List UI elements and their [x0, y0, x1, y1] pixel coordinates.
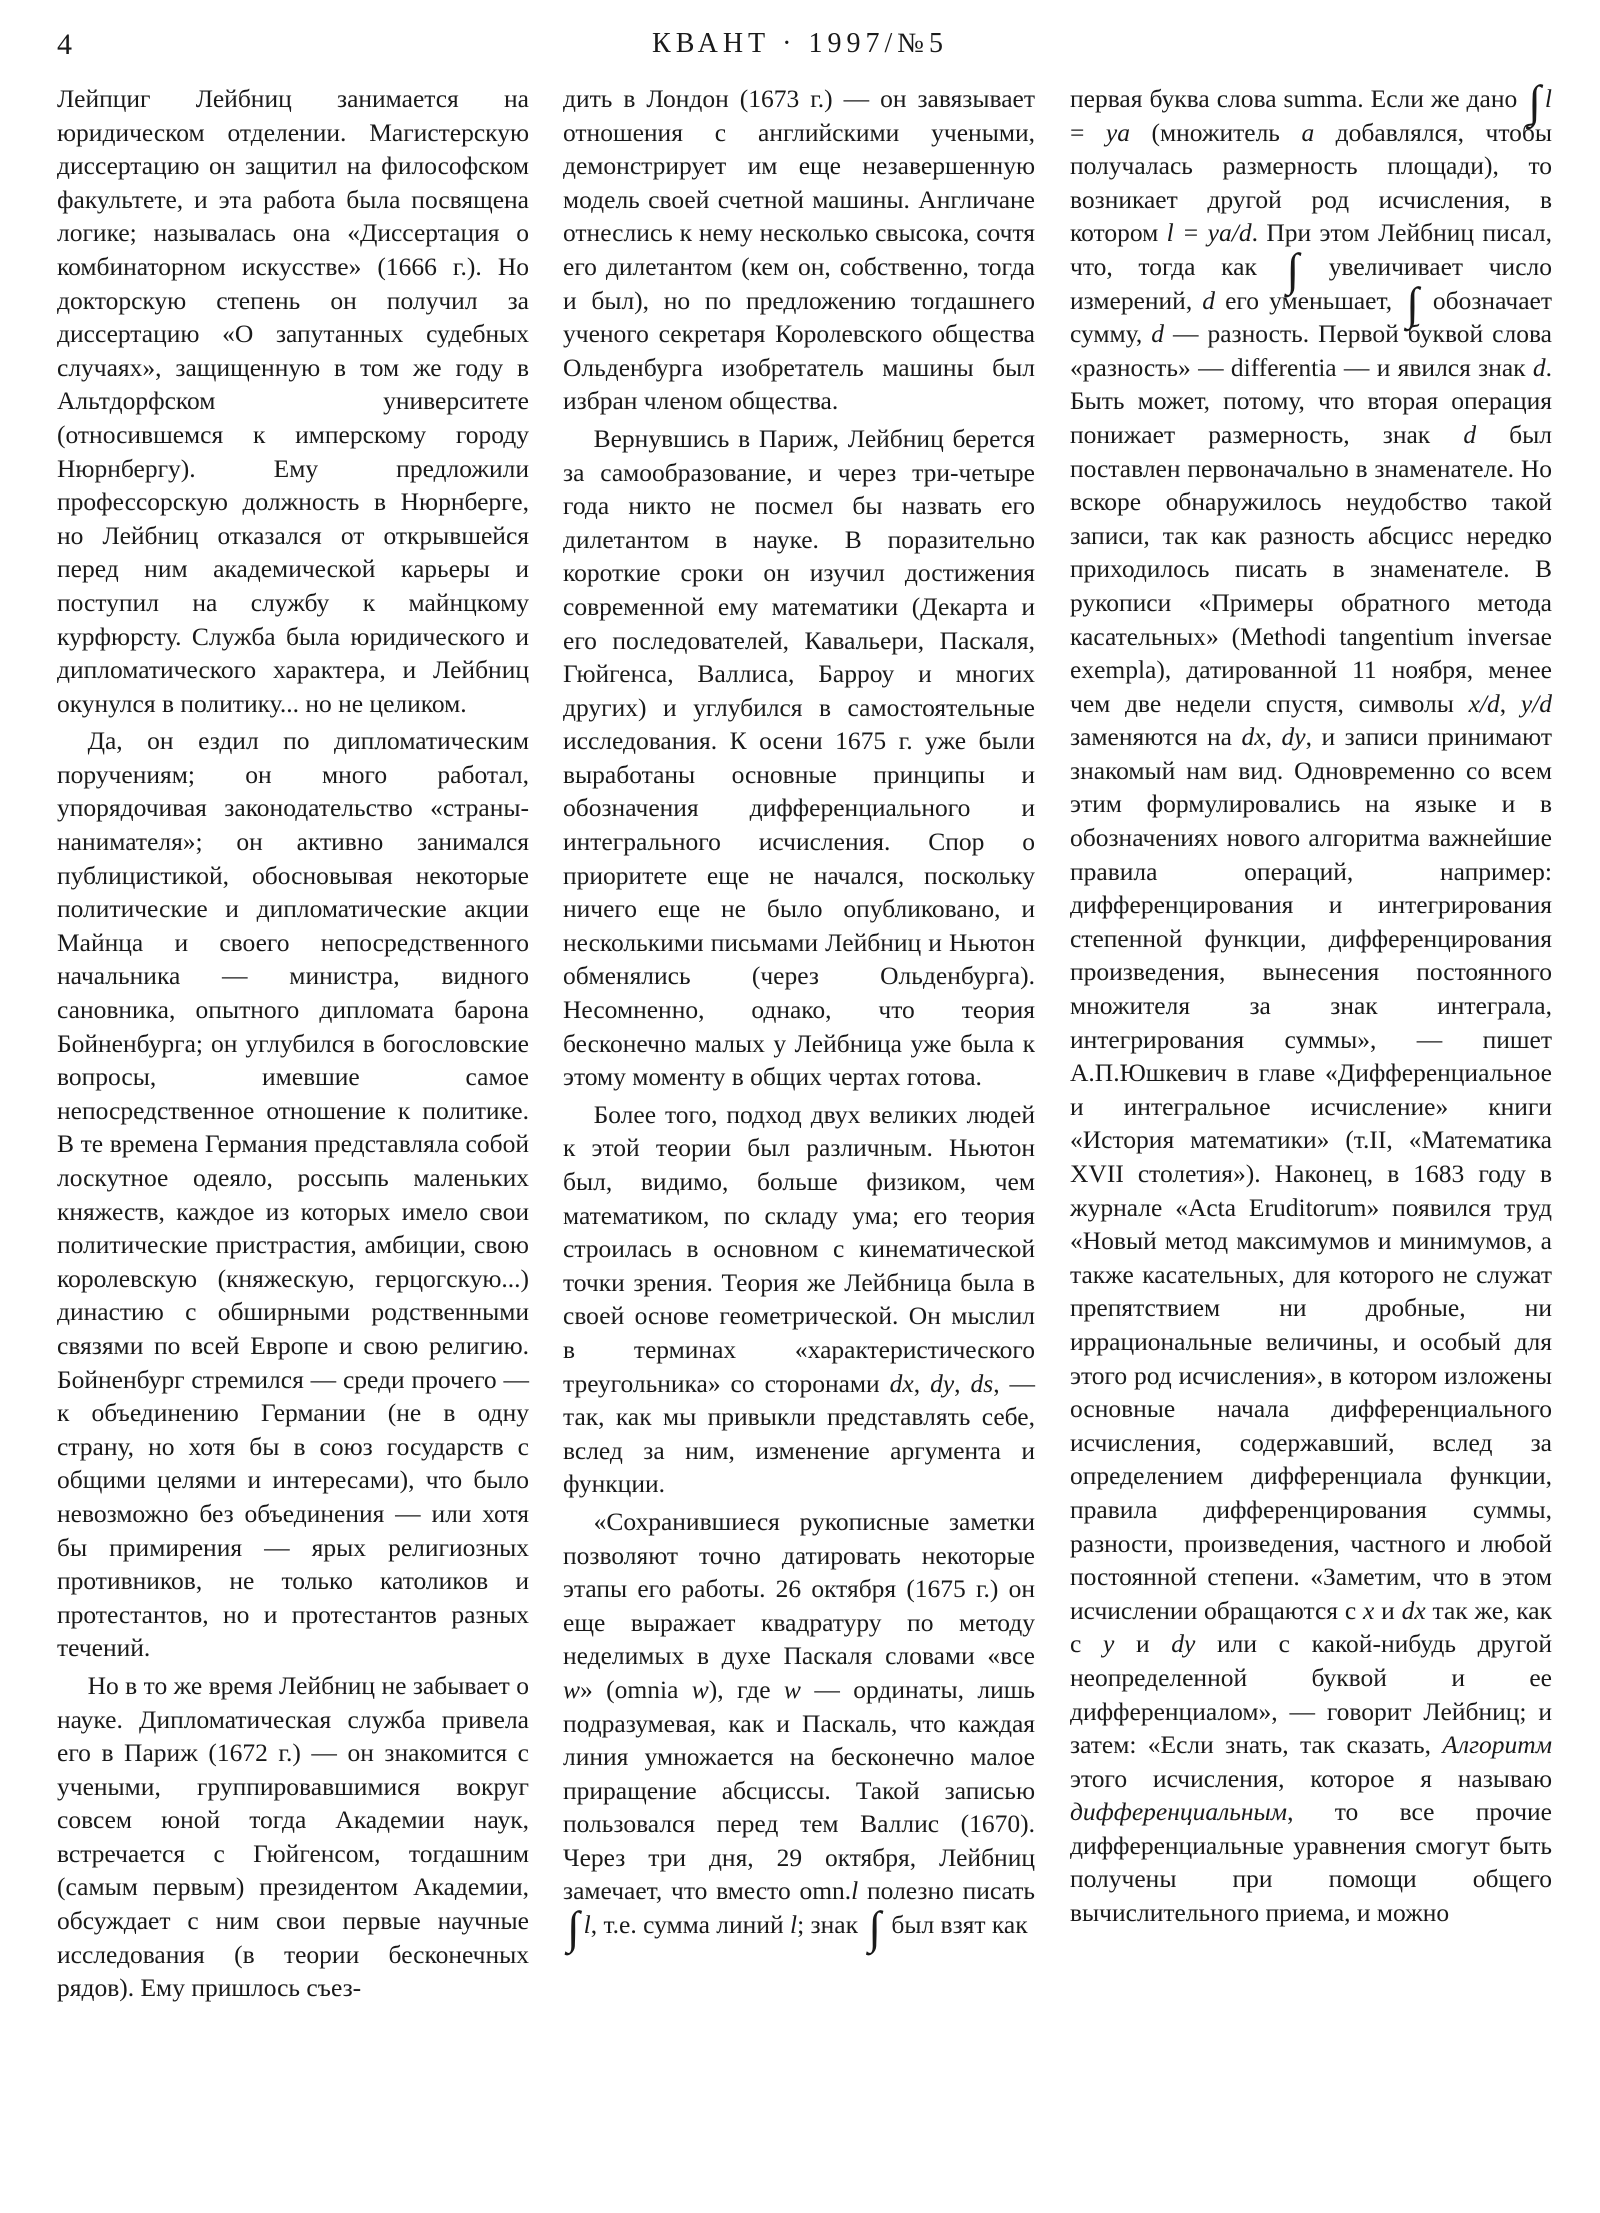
- math-symbol: x/d: [1468, 688, 1500, 718]
- math-symbol: w: [563, 1674, 581, 1704]
- math-symbol: dx: [889, 1368, 914, 1398]
- text-run: , и записи принимают знакомый нам вид. Одновременно со всем этим формулировались на языке и в обозначениях нового алгоритма важнейшие правила операций, например: дифференцирования и интегрирования степенной функции, дифференцирования произведения, вынесения постоянного множителя за знак интеграла, интегрирования суммы», — пишет А.П.Юшкевич в главе «Дифференциальное и интегральное исчисление» книги «История математики» (т.II, «Математика XVII столетия»). Наконец, в 1683 году в журнале «Acta Eruditorum» появился труд «Новый метод максимумов и минимумов, а также касательных, для которого не служат препятствием ни дробные, ни иррациональные величины, и особый для этого род исчисления», в котором изложены основные начала дифференциального исчисления, содержавший, вслед за определением дифференциала функции, правила дифференцирования суммы, разности, произведения, частного и любой постоянной степени. «Заметим, что в этом исчислении обращаются с: [1070, 722, 1553, 1625]
- math-symbol: l: [583, 1910, 591, 1940]
- column-3: [1070, 76, 1553, 1934]
- text-run: , — так, как мы привыкли представлять себе, вслед за ним, изменение аргумента и функции.: [563, 1368, 1036, 1499]
- paragraph: [563, 1098, 1035, 1501]
- text-run: , то все прочие дифференциальные уравнения смогут быть получены при помощи общего вычислительного приема, и можно: [1070, 1797, 1552, 1928]
- paragraph: дить в Лондон (1673 г.) — он завязывает отношения с английскими учеными, демонстрирует им еще незавершенную модель своей счетной машины. Англичане отнеслись к нему несколько свысока, сочтя его дилетантом (кем он, собственно, тогда и был), но по предложению тогдашнего ученого секретаря Королевского общества Ольденбурга изобретатель машины был избран членом общества.: [563, 84, 1035, 416]
- math-symbol: y: [1102, 1629, 1115, 1659]
- text-run: — разность. Первой буквой слова «разность» — differentia — и явился знак: [1070, 319, 1552, 382]
- text-run: первая буква слова summa. Если же дано: [1070, 84, 1525, 113]
- text-run: его уменьшает,: [1215, 285, 1403, 315]
- math-symbol: ya: [1105, 117, 1130, 147]
- text-run: — ординаты, лишь подразумевая, как и Паскаль, что каждая линия умножается на бесконечно малое приращение абсциссы. Такой записью пользовался перед тем Валлис (1670). Через три дня, 29 октября, Лейбниц замечает, что вместо omn.: [563, 1674, 1035, 1906]
- text-run: ,: [913, 1368, 931, 1398]
- text-run: заменяются на: [1070, 722, 1242, 752]
- text-run: полезно писать: [858, 1876, 1035, 1906]
- text-run: Более того, подход двух великих людей к этой теории был различным. Ньютон был, видимо, больше физиком, чем математиком, по складу ума; его теория строилась в основном с кинематической точки зрения. Теория же Лейбница была в своей основе геометрической. Он мыслил в терминах «характеристического треугольника» со сторонами: [563, 1099, 1035, 1398]
- math-symbol: d: [1532, 352, 1546, 382]
- integral-sign-icon: ∫: [1528, 76, 1541, 127]
- text-run: был взят как: [884, 1910, 1028, 1940]
- paragraph: Но в то же время Лейбниц не забывает о науке. Дипломатическая служба привела его в Париж (1672 г.) — он знакомится с учеными, группировавшимися вокруг совсем юной тогда Академии наук, встречается с Гюйгенсом, тогдашним (самым первым) президентом Академии, обсуждает с ним свои первые научные исследования (в теории бесконечных рядов). Ему пришлось съез-: [57, 1670, 529, 2003]
- integral-sign-icon: ∫: [1406, 277, 1419, 329]
- text-run: » (omnia: [580, 1674, 692, 1704]
- paragraph: [563, 1505, 1035, 1954]
- math-symbol: dy: [930, 1368, 955, 1398]
- paragraph: Вернувшись в Париж, Лейбниц берется за самообразование, и через три-четыре года никто не посмел бы назвать его дилетантом в науке. В поразительно короткие сроки он изучил достижения современной ему математики (Декарта и его последователей, Кавальери, Паскаля, Гюйгенса, Валлиса, Барроу и многих других) и углубился в самостоятельные исследования. К осени 1675 г. уже были выработаны основные принципы и обозначения дифференциального и интегрального исчисления. Спор о приоритете еще не начался, поскольку ничего еще не было опубликовано, и несколькими письмами Лейбниц и Ньютон обменялись (через Ольденбурга). Несомненно, однако, что теория бесконечно малых у Лейбница уже была к этому моменту в общих чертах готова.: [563, 423, 1035, 1092]
- text-run: ), где: [708, 1674, 784, 1704]
- math-symbol: ds: [970, 1368, 994, 1398]
- math-symbol: l: [1544, 84, 1552, 113]
- text-run: ; знак: [797, 1910, 865, 1940]
- math-symbol: dx: [1401, 1595, 1426, 1625]
- text-run: ,: [954, 1368, 971, 1398]
- text-run: этого исчисления, которое я называю: [1070, 1763, 1552, 1793]
- page-number: 4: [57, 28, 72, 61]
- paragraph: Да, он ездил по дипломатическим поручениям; он много работал, упорядочивая законодательство «страны-нанимателя»; он активно занимался публицистикой, обосновывая некоторые политические и дипломатические акции Майнца и своего непосредственного начальника — министра, видного сановника, опытного дипломата барона Бойненбурга; он углубился в богословские вопросы, имевшие самое непосредственное отношение к политике. В те времена Германия представляла собой лоскутное одеяло, россыпь маленьких княжеств, каждое из которых имело свои политические пристрастия, амбиции, свою королевскую (княжескую, герцогскую...) династию с обширными родственными связями по всей Европе и свою религию. Бойненбург стремился — среди прочего — к объединению Германии (не в одну страну, но хотя бы в союз государств с общими целями и интересами), что было невозможно без объединения — или хотя бы примирения — ярых религиозных противников, не только католиков и протестантов, но и протестантов разных течений.: [57, 726, 529, 1663]
- text-run: и: [1114, 1629, 1172, 1659]
- text-run: , т.е. сумма линий: [590, 1910, 790, 1940]
- text-run: добавлялся, чтобы получалась размерность площади), то возникает другой род исчисления, в котором: [1070, 117, 1552, 248]
- column-1: [57, 82, 529, 2009]
- text-run: ,: [1265, 722, 1282, 752]
- running-head: КВАНТ · 1997/№5: [652, 28, 948, 59]
- text-run: «Сохранившиеся рукописные заметки позволяют точно датировать некоторые этапы его работы. 26 октября (1675 г.) он еще выражает квадратуру по методу неделимых в духе Паскаля словами «все: [563, 1506, 1035, 1671]
- text-run: . При этом Лейбниц писал, что, тогда как: [1070, 218, 1553, 281]
- math-symbol: d: [1463, 419, 1477, 449]
- math-symbol: dx: [1241, 722, 1266, 752]
- math-symbol: dy: [1171, 1629, 1196, 1659]
- integral-sign-icon: ∫: [1286, 243, 1300, 295]
- text-run: так же, как с: [1070, 1595, 1552, 1659]
- math-symbol: w: [691, 1674, 709, 1704]
- text-run: обозначает сумму,: [1070, 285, 1552, 349]
- math-symbol: d: [1151, 319, 1164, 349]
- math-symbol: a: [1301, 117, 1315, 147]
- emphasized-word: дифференциальным: [1070, 1797, 1288, 1827]
- math-symbol: x: [1362, 1595, 1375, 1625]
- column-2: [563, 82, 1036, 1954]
- integral-sign-icon: ∫: [868, 1902, 881, 1954]
- text-run: ,: [1499, 688, 1521, 718]
- text-run: =: [1070, 117, 1106, 147]
- text-run: был поставлен первоначально в знаменателе. Но вскоре обнаружилось неудобство такой записи, так как разность абсцисс нередко приходилось писать в знаменателе. В рукописи «Примеры обратного метода касательных» (Methodi tangentium inversae exempla), датированной 11 ноября, менее чем две недели спустя, символы: [1070, 419, 1552, 718]
- math-symbol: l: [790, 1910, 798, 1940]
- text-run: (множитель: [1129, 117, 1302, 147]
- math-symbol: l: [851, 1876, 859, 1906]
- text-run: или с какой-нибудь другой неопределенной буквой и ее дифференциалом», — говорит Лейбниц; и затем: «Если знать, так сказать,: [1070, 1629, 1552, 1760]
- paragraph: Лейпциг Лейбниц занимается на юридическом отделении. Магистерскую диссертацию он защитил на философском факультете, и эта работа была посвящена логике; называлась она «Диссертация о комбинаторном искусстве» (1666 г.). Но докторскую степень он получил за диссертацию «О запутанных судебных случаях», защищенную в том же году в Альтдорфском университете (относившемся к имперскому городу Нюрнбергу). Ему предложили профессорскую должность в Нюрнберге, но Лейбниц отказался от открывшейся перед ним академической карьеры и поступил на службу к майнцкому курфюрсту. Служба была юридического и дипломатического характера, и Лейбниц окунулся в политику... но не целиком.: [57, 84, 529, 718]
- emphasized-word: Алгоритм: [1442, 1730, 1552, 1760]
- math-symbol: dy: [1281, 722, 1306, 752]
- integral-sign-icon: ∫: [567, 1902, 580, 1954]
- math-symbol: w: [783, 1674, 801, 1704]
- math-symbol: l = ya/d: [1166, 218, 1252, 248]
- text-run: увеличивает число измерений,: [1070, 251, 1552, 315]
- text-run: . Быть может, потому, что вторая операция понижает размерность, знак: [1070, 352, 1552, 449]
- paragraph: [1070, 76, 1553, 1930]
- math-symbol: y/d: [1520, 688, 1552, 718]
- math-symbol: d: [1202, 285, 1216, 315]
- text-run: и: [1374, 1595, 1402, 1625]
